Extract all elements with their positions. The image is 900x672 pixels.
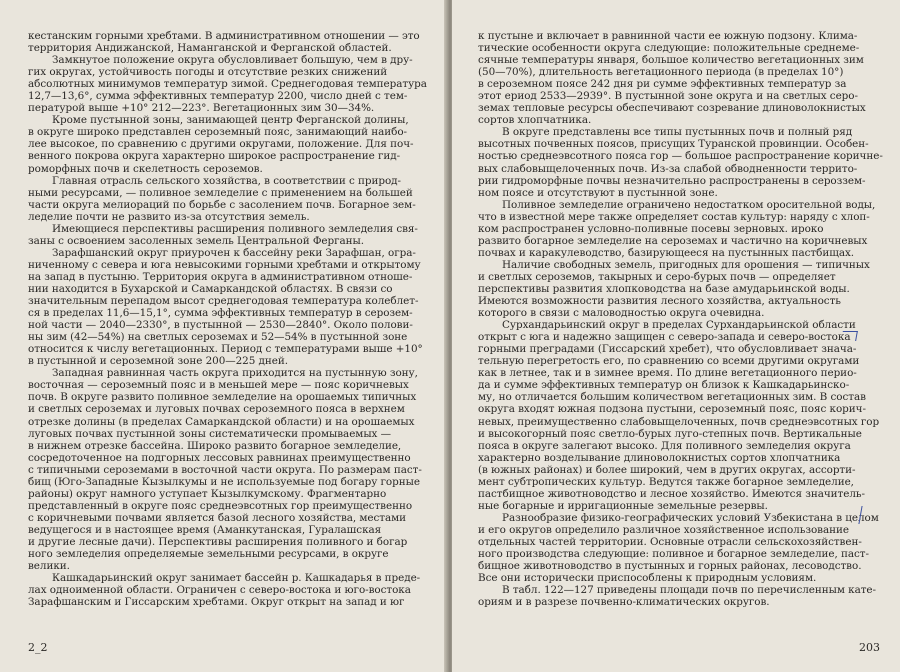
text-line: ниченному с севера и юга невысокими горными хребтами и открытому xyxy=(28,258,421,271)
text-line: ными ресурсами, — поливное земледелие с применением на большей xyxy=(28,186,413,199)
text-line: открыт с юга и надежно защищен с северо-запада и северо-востока xyxy=(478,331,851,344)
text-line: значительным перепадом высот среднегодовая температура колеблет- xyxy=(28,295,419,308)
text-line: в округе широко представлен сероземный пояс, занимающий наибо- xyxy=(28,126,408,139)
text-line: Кашкадарьинский округ занимает бассейн р. Кашкадарья в преде- xyxy=(52,572,421,585)
text-line: Зарафшанским и Гиссарским хребтами. Округ открыт на запад и юг xyxy=(28,596,405,609)
text-line: отрезке долины (в пределах Самаркандской области) и на орошаемых xyxy=(28,415,415,428)
text-line: рии гидроморфные почвы незначительно распространены в сероззем- xyxy=(478,174,866,187)
text-line: пературой выше +10° 212—223°. Вегетационных зим 30—34%. xyxy=(28,102,375,115)
text-line: кестанским горными хребтами. В административном отношении — это xyxy=(28,30,420,42)
left-page-text xyxy=(28,30,430,608)
text-line: Разнообразие физико-географических условий Узбекистана в целом xyxy=(502,511,879,524)
text-line: что в известной мере также определяет состав культур: наряду с хлоп- xyxy=(478,210,870,223)
text-line: с коричневыми почвами является базой лесного хозяйства, местами xyxy=(28,511,407,524)
text-line: велики. xyxy=(28,560,70,573)
text-line: сортов хлопчатника. xyxy=(478,114,592,127)
right-page-text xyxy=(478,30,883,609)
text-line: лее высокое, по сравнению с другими округами, положение. Для поч- xyxy=(28,138,414,151)
text-line: развито богарное земледелие на сероземах и частично на коричневых xyxy=(478,234,868,247)
text-line: ностью среднеэвсотного пояса гор — большое распространение коричне- xyxy=(478,150,883,163)
text-line: В табл. 122—127 приведены площади почв по перечисленным кате- xyxy=(502,584,876,597)
text-line: районы) округ намного уступает Кызылкумскому. Фрагментарно xyxy=(28,487,387,500)
text-line: ведущегося и в настоящее время (Аманкутанская, Гуралашская xyxy=(28,523,382,536)
text-line: ного земледелия определяемые земельными ресурсами, в округе xyxy=(28,548,389,561)
text-line: (50—70%), длительность вегетационного периода (в пределах 10°) xyxy=(478,66,844,79)
left-page xyxy=(0,0,448,672)
text-line: пастбищное животноводство и лесное хозяйство. Имеются значитель- xyxy=(478,487,865,500)
text-line: с типичными сероземами в восточной части округа. По размерам паст- xyxy=(28,463,422,476)
text-line: мент субтропических культур. Ведутся также богарное земледелие, xyxy=(478,475,854,488)
text-line: ны зим (42—54%) на светлых сероземах и 52—54% в пустынной зоне xyxy=(28,331,408,344)
text-line: представленный в округе пояс среднеэвсотных гор преимущественно xyxy=(28,499,413,512)
text-line: пояса в округе залегают высоко. Для поливного земледелия округа xyxy=(478,439,851,452)
text-line: перспективы развития хлопководства на базе амударьинской воды. xyxy=(478,282,850,295)
text-line: роморфных почв и скелетность сероземов. xyxy=(28,162,263,175)
text-line: ном поясе и отсутствуют в пустынной зоне. xyxy=(478,186,718,199)
text-line: округа входят южная подзона пустыни, сероземный пояс, пояс корич- xyxy=(478,403,866,416)
text-line: Замкнутое положение округа обусловливает большую, чем в дру- xyxy=(52,54,413,67)
text-line: Имеются возможности развития лесного хозяйства, актуальность xyxy=(478,295,841,308)
text-line: вых слабовыщелоченных почв. Из-за слабой обводненности террито- xyxy=(478,162,858,175)
text-line: как в летнее, так и в зимнее время. По длине вегетационного перио- xyxy=(478,367,857,380)
text-line: 12,7—13,6°, сумма эффективных температур 2200, число дней с тем- xyxy=(28,90,408,103)
text-line: Сурхандарьинский округ в пределах Сурхандарьинской области xyxy=(502,319,856,332)
text-line: в сероземном поясе 242 дня ри сумме эффективных температур за xyxy=(478,78,847,91)
text-line: ся в пределах 11,6—15,1°, сумма эффективных температур в серозем- xyxy=(28,307,413,320)
text-line: В округе представлены все типы пустынных почв и полный ряд xyxy=(502,126,853,139)
text-line: и его округов определило различное хозяйственное использование xyxy=(478,523,849,536)
text-line: абсолютных минимумов температур зимой. Среднегодовая температура xyxy=(28,78,427,91)
text-line: земах тепловые ресурсы обеспечивают созревание длиноволокнистых xyxy=(478,102,866,115)
text-line: отдельных частей территории. Основные отрасли сельскохозяйствен- xyxy=(478,535,862,548)
text-line: Имеющиеся перспективы расширения поливного земледелия свя- xyxy=(52,222,418,235)
text-line: Западная равнинная часть округа приходится на пустынную зону, xyxy=(52,367,418,380)
text-line: ориям и в разрезе почвенно-климатических округов. xyxy=(478,596,770,609)
text-line: восточная — сероземный пояс и в меньшей мере — пояс коричневых xyxy=(28,379,409,392)
text-line: ком распространен условно-поливные посевы зерновых. ироко xyxy=(478,222,824,235)
text-line: ной части — 2040—2330°, в пустынной — 2530—2840°. Около полови- xyxy=(28,319,413,332)
text-line: нии находится в Бухарской и Самаркандской областях. В связи со xyxy=(28,282,393,295)
text-line: Поливное земледелие ограничено недостатком оросительной воды, xyxy=(502,198,876,211)
text-line: к пустыне и включает в равнинной части ее южную подзону. Клима- xyxy=(478,30,858,42)
text-line: лах одноименной области. Ограничен с северо-востока и юго-востока xyxy=(28,584,411,597)
text-line: невых, преимущественно слабовыщелоченных, почв среднеэвсотных гор xyxy=(478,415,880,428)
text-line: которого в связи с маловодностью округа очевидна. xyxy=(478,307,765,320)
text-line: тические особенности округа следующие: положительные среднеме- xyxy=(478,42,860,55)
text-line: этот ериод 2533—2939°. В пустынной зоне округа и на светлых серо- xyxy=(478,90,858,103)
text-line: да и сумме эффективных температур он близок к Кашкадарьинско- xyxy=(478,379,850,392)
right-page-number: 203 xyxy=(859,641,880,654)
text-line: луговых почвах пустынной зоны систематически промываемых — xyxy=(28,427,391,440)
text-line: гих округах, устойчивость погоды и отсутствие резких снижений xyxy=(28,66,388,79)
text-line: территория Андижанской, Наманганской и Ферганской областей. xyxy=(28,42,392,55)
text-line: и другие лесные дачи). Перспективы расширения поливного и богар xyxy=(28,535,408,548)
text-line: Наличие свободных земель, пригодных для орошения — типичных xyxy=(502,258,870,271)
right-page xyxy=(452,0,900,672)
text-line: бищное животноводство в пустынных и горных районах, лесоводство. xyxy=(478,560,862,573)
left-page-number: 2_2 xyxy=(28,641,48,654)
text-line: почв. В округе развито поливное земледелие на орошаемых типичных xyxy=(28,391,417,404)
text-line: ного производства следующие: поливное и богарное земледелие, паст- xyxy=(478,548,869,561)
text-line: и светлых сероземов, такырных и серо-бурых почв — определяет xyxy=(478,270,836,283)
text-line: Главная отрасль сельского хозяйства, в соответствии с природ- xyxy=(52,174,401,187)
text-line: Зарафшанский округ приурочен к бассейну реки Зарафшан, огра- xyxy=(52,246,416,259)
text-line: венного покрова округа характерно широкое распространение гид- xyxy=(28,150,401,163)
text-line: характерно возделывание длиноволокнистых сортов хлопчатника xyxy=(478,451,841,464)
text-line: заны с освоением засоленных земель Центральной Ферганы. xyxy=(28,234,364,247)
text-line: почвах и каракулеводство, базирующееся на пустынных пастбищах. xyxy=(478,246,855,259)
text-line: в пустынной и сероземной зоне 200—225 дней. xyxy=(28,355,288,368)
pen-mark xyxy=(841,331,858,341)
text-line: Все они исторически приспособлены к природным условиям. xyxy=(478,572,817,585)
text-line: ные богарные и ирригационные земельные резервы. xyxy=(478,499,768,512)
text-line: бищ (Юго-Западные Кызылкумы и не используемые под богару горные xyxy=(28,475,420,488)
text-line: сячные температуры января, большое количество вегетационных зим xyxy=(478,54,864,67)
text-line: части округа мелиораций по борьбе с засолением почв. Богарное зем- xyxy=(28,198,416,211)
text-line: Кроме пустынной зоны, занимающей центр Ферганской долины, xyxy=(52,114,409,127)
text-line: горными преградами (Гиссарский хребет), что обусловливает знача- xyxy=(478,343,857,356)
text-line: и высокогорный пояс светло-бурых луго-степных почв. Вертикальные xyxy=(478,427,862,440)
text-line: на запад в пустыню. Территория округа в административном отноше- xyxy=(28,270,413,283)
text-line: тельную перегретость его, по сравнению со всеми другими округами xyxy=(478,355,860,368)
text-line: и светлых сероземах и луговых почвах сероземного пояса в верхнем xyxy=(28,403,405,416)
text-line: в нижнем отрезке бассейна. Широко развито богарное земледелие, xyxy=(28,439,402,452)
text-line: относится к числу вегетационных. Период с температурами выше +10° xyxy=(28,343,423,356)
text-line: высотных почвенных поясов, присущих Туранской провинции. Особен- xyxy=(478,138,869,151)
text-line: (в южных районах) и более широкий, чем в других округах, ассорти- xyxy=(478,463,856,476)
text-line: леделие почти не развито из-за отсутствия земель. xyxy=(28,210,310,223)
text-line: сосредоточенное на подгорных лессовых равнинах преимущественно xyxy=(28,451,411,464)
text-line: му, но отличается большим количеством вегетационных зим. В состав xyxy=(478,391,866,404)
